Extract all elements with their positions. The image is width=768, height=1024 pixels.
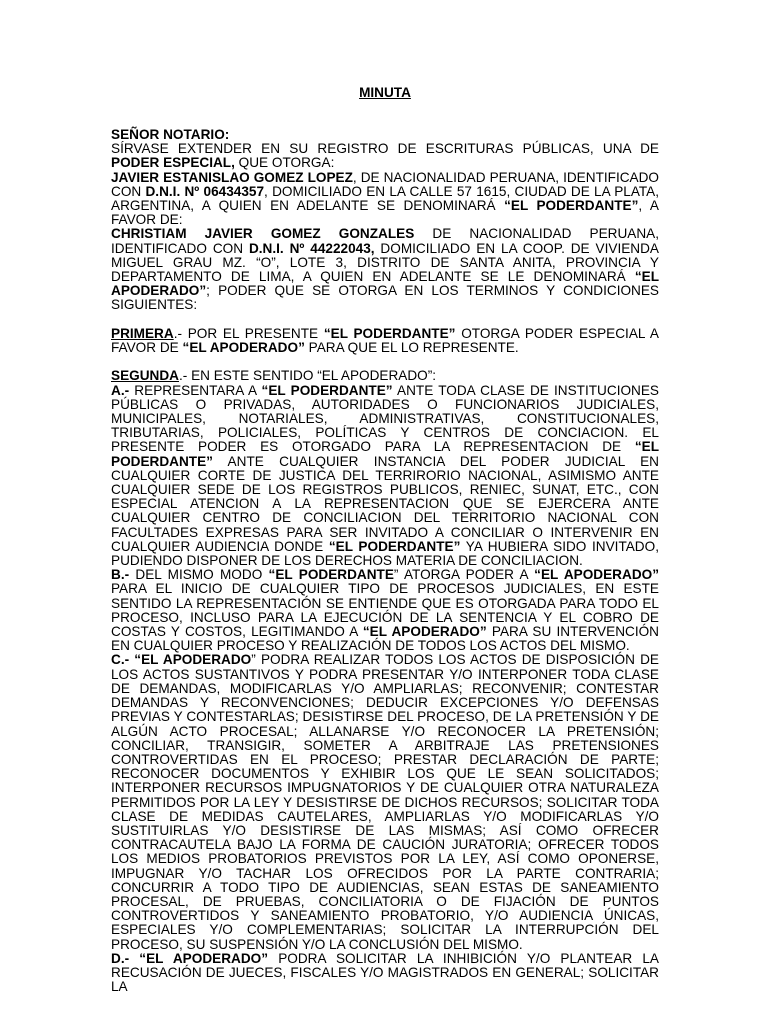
spacer — [111, 355, 659, 369]
party2-dni: D.N.I. Nº 44222043, — [248, 240, 375, 256]
clause-d-label: D.- — [111, 950, 130, 966]
party1-paragraph — [111, 171, 659, 228]
party1-text: , A FAVOR DE: — [111, 198, 659, 228]
clause-segunda — [111, 369, 659, 383]
clause-a-label: A.- — [111, 382, 130, 398]
clause-a-text: YA HUBIERA SIDO INVITADO, PUDIENDO DISPONER DE LOS DERECHOS MATERIA DE CONCILIACION. — [111, 538, 659, 569]
party2-paragraph — [111, 227, 659, 312]
greeting-text: SEÑOR NOTARIO: — [111, 127, 230, 142]
poderdante-term: “EL PODERDANTE — [268, 567, 394, 583]
poderdante-term: “EL PODERDANTE” — [111, 439, 659, 469]
apoderado-term: “EL APODERADO” — [129, 950, 269, 966]
poderdante-term: “EL PODERDANTE” — [328, 538, 461, 554]
party2-text: ; PODER QUE SE OTORGA EN LOS TERMINOS Y CONDICIONES SIGUIENTES: — [111, 283, 659, 313]
clause-b-text: PARA EL INICIO DE CUALQUIER TIPO DE PROCESOS JUDICIALES, EN ESTE SENTIDO LA REPRESENTACIÓN SE ENTIENDE QUE ES OTORGADA PARA TODO EL PROCESO, INCLUSO PARA LA EJECUCIÓN DE LA SENTENCIA Y EL COBRO DE COSTAS Y COSTOS, LEGITIMANDO A — [111, 581, 659, 640]
party2-text: DE NACIONALIDAD PERUANA, IDENTIFICADO CON — [111, 226, 659, 256]
clause-primera-text: OTORGA PODER ESPECIAL A FAVOR DE — [111, 325, 659, 356]
poderdante-term: “EL PODERDANTE” — [323, 325, 456, 341]
clause-a-text: REPRESENTARA A — [129, 382, 262, 398]
document-title: MINUTA — [359, 85, 411, 100]
party1-name: JAVIER ESTANISLAO GOMEZ LOPEZ — [111, 169, 353, 185]
party2-text: DOMICILIADO EN LA COOP. DE VIVIENDA MIGUEL GRAU MZ. “O”, LOTE 3, DISTRITO DE SANTA ANITA, PROVINCIA Y DEPARTAMENTO DE LIMA, A QUIEN EN ADELANTE SE LE DENOMINARÁ — [111, 240, 659, 285]
clause-b-text: PARA SU INTERVENCIÓN EN CUALQUIER PROCESO Y REALIZACIÓN DE TODOS LOS ACTOS DEL MISMO. — [111, 624, 659, 654]
clause-a — [111, 384, 659, 569]
clause-segunda-label — [111, 368, 179, 383]
party1-dni: D.N.I. Nº 06434357 — [145, 183, 265, 199]
clause-a-text: ANTE TODA CLASE DE INSTITUCIONES PÚBLICAS O PRIVADAS, AUTORIDADES O FUNCIONARIOS JUDICIALES, MUNICIPALES, NOTARIALES, ADMINISTRATIVAS, CONSTITUCIONALES, TRIBUTARIAS, POLICIALES, POLÍTICAS Y CENTROS DE CONCIACION. EL PRESENTE PODER ES OTORGADO PARA LA REPRESENTACION DE — [111, 382, 659, 455]
clause-primera-label — [111, 326, 174, 341]
clause-d — [111, 952, 659, 995]
greeting-heading — [111, 128, 659, 142]
clause-b-text: DEL MISMO MODO — [129, 567, 269, 583]
poder-especial-term: PODER ESPECIAL, — [111, 155, 235, 171]
spacer — [111, 313, 659, 327]
clause-d-text: PODRA SOLICITAR LA INHIBICIÓN Y/O PLANTEAR LA RECUSACIÓN DE JUECES, FISCALES Y/O MAGISTRADOS EN GENERAL; SOLICITAR LA — [111, 950, 659, 995]
clause-primera-text: .- POR EL PRESENTE — [173, 325, 324, 341]
intro-paragraph — [111, 142, 659, 170]
clause-b — [111, 568, 659, 653]
apoderado-term: “EL APODERADO” — [111, 269, 659, 299]
clause-primera — [111, 327, 659, 355]
clause-b-label: B.- — [111, 567, 130, 583]
poderdante-term: “EL PODERDANTE” — [261, 382, 393, 398]
clause-c-text: ” PODRA REALIZAR TODOS LOS ACTOS DE DISPOSICIÓN DE LOS ACTOS SUSTANTIVOS Y PODRA PRESENTAR Y/O INTERPONER TODA CLASE DE DEMANDAS, MODIFICARLAS Y/O AMPLIARLAS; RECONVENIR; CONTESTAR DEMANDAS Y RECONVENCIONES; DEDUCIR EXCEPCIONES Y/O DEFENSAS PREVIAS Y CONTESTARLAS; DESISTIRSE DEL PROCESO, DE LA PRETENSIÓN Y DE ALGÚN ACTO PROCESAL; ALLANARSE Y/O RECONOCER LA PRETENSIÓN; CONCILIAR, TRANSIGIR, SOMETER A ARBITRAJE LAS PRETENSIONES CONTROVERTIDAS EN EL PROCESO; PRESTAR DECLARACIÓN DE PARTE; RECONOCER DOCUMENTOS Y EXHIBIR LOS QUE LE SEAN SOLICITADOS; INTERPONER RECURSOS IMPUGNATORIOS Y DE CUALQUIER OTRA NATURALEZA PERMITIDOS POR LA LEY Y DESISTIRSE DE DICHOS RECURSOS; SOLICITAR TODA CLASE DE MEDIDAS CAUTELARES, AMPLIARLAS Y/O MODIFICARLAS Y/O SUSTITUIRLAS Y/O DESISTIRSE DE LAS MISMAS; ASÍ COMO OFRECER CONTRACAUTELA BAJO LA FORMA DE CAUCIÓN JURATORIA; OFRECER TODOS LOS MEDIOS PROBATORIOS PREVISTOS POR LA LEY, ASÍ COMO OPONERSE, IMPUGNAR Y/O TACHAR LOS OFRECIDOS POR LA PARTE CONTRARIA; CONCURRIR A TODO TIPO DE AUDIENCIAS, SEAN ESTAS DE SANEAMIENTO PROCESAL, DE PRUEBAS, CONCILIATORIA O DE FIJACIÓN DE PUNTOS CONTROVERTIDOS Y SANEAMIENTO PROBATORIO, Y/O AUDIENCIA ÚNICAS, ESPECIALES Y/O COMPLEMENTARIAS; SOLICITAR LA INTERRUPCIÓN DEL PROCESO, SU SUSPENSIÓN Y/O LA CONCLUSIÓN DEL MISMO. — [111, 652, 659, 952]
apoderado-term: “EL APODERADO” — [534, 567, 660, 583]
poderdante-term: “EL PODERDANTE” — [504, 198, 639, 214]
clause-primera-label-text: PRIMERA — [111, 325, 174, 341]
intro-text: SÍRVASE EXTENDER EN SU REGISTRO DE ESCRITURAS PÚBLICAS, UNA DE — [111, 141, 659, 157]
party1-text: , DOMICILIADO EN LA CALLE 57 1615, CIUDAD DE LA PLATA, ARGENTINA, A QUIEN EN ADELANTE SE DENOMINARÁ — [111, 183, 660, 214]
clause-c — [111, 653, 659, 951]
clause-a-text: ANTE CUALQUIER INSTANCIA DEL PODER JUDICIAL EN CUALQUIER CORTE DE JUSTICA DEL TERRIRORIO NACIONAL, ASIMISMO ANTE CUALQUIER SEDE DE LOS REGISTROS PUBLICOS, RENIEC, SUNAT, ETC., CON ESPECIAL ATENCION A LA REPRESENTACION QUE SE EJERCERA ANTE CUALQUIER CENTRO DE CONCILIACION DEL TERRITORIO NACIONAL CON FACULTADES EXPRESAS PARA SER INVITADO A CONCILIAR O INTERVENIR EN CUALQUIER AUDIENCIA DONDE — [111, 453, 659, 554]
clause-segunda-label-text: SEGUNDA — [111, 368, 179, 384]
clause-primera-text: PARA QUE EL LO REPRESENTE. — [304, 340, 519, 356]
clause-c-label: C.- — [111, 652, 130, 668]
apoderado-term: “EL APODERADO” — [182, 340, 305, 356]
apoderado-term: “EL APODERADO — [129, 652, 252, 668]
party1-text: , DE NACIONALIDAD PERUANA, IDENTIFICADO CON — [111, 169, 660, 199]
apoderado-term: “EL APODERADO” — [362, 624, 487, 640]
clause-b-text: ” ATORGA PODER A — [393, 567, 535, 583]
party2-name: CHRISTIAM JAVIER GOMEZ GONZALES — [111, 226, 415, 242]
document-body — [111, 128, 659, 994]
clause-segunda-text: .- EN ESTE SENTIDO “EL APODERADO”: — [178, 368, 437, 384]
intro-text: QUE OTORGA: — [234, 155, 335, 171]
